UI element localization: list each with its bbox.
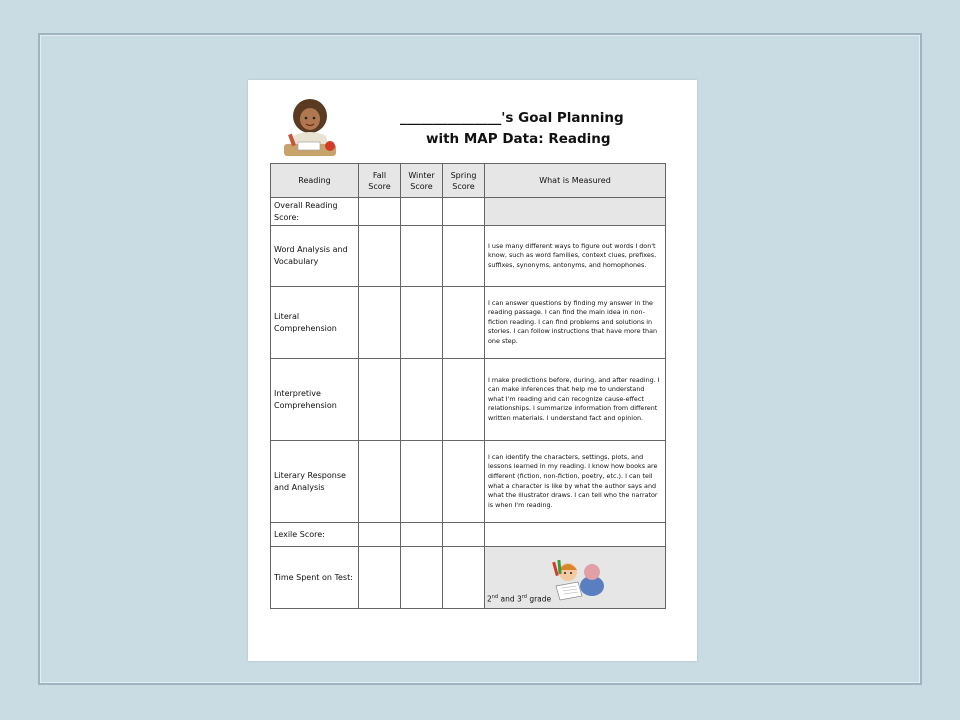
row-label-literary: Literary Response and Analysis (271, 441, 359, 523)
table-row (271, 287, 666, 359)
measured-cell (485, 523, 666, 547)
table-row (271, 359, 666, 441)
spring-score-cell (443, 547, 485, 609)
row-label-literal: Literal Comprehension (271, 287, 359, 359)
row-label-time: Time Spent on Test: (271, 547, 359, 609)
winter-score-cell (401, 226, 443, 287)
reading-kid-clipart-icon (548, 556, 608, 604)
spring-score-cell (443, 359, 485, 441)
fall-score-cell (359, 547, 401, 609)
row-label-word-analysis: Word Analysis and Vocabulary (271, 226, 359, 287)
col-header-winter: Winter Score (401, 164, 443, 198)
winter-score-cell (401, 359, 443, 441)
row-label-lexile: Lexile Score: (271, 523, 359, 547)
grade-suffix-rd: rd (521, 594, 527, 600)
row-label-overall: Overall Reading Score: (271, 198, 359, 226)
col-header-measured: What is Measured (485, 164, 666, 198)
measured-cell: I use many different ways to figure out words I don't know, such as word families, context clues, prefixes, suffixes, synonyms, antonyms, and homophones. (485, 226, 666, 287)
grade-number-2: 2 (487, 594, 492, 604)
spring-score-cell (443, 441, 485, 523)
grade-suffix-nd: nd (491, 594, 499, 600)
table-row (271, 226, 666, 287)
measured-cell: I make predictions before, during, and after reading. I can make inferences that help me to understand what I'm reading and can recognize cause-effect relationships. I summarize information from different written materials. I understand fact and opinion. (485, 359, 666, 441)
spring-score-cell (443, 226, 485, 287)
grade-label (487, 594, 551, 604)
col-header-spring: Spring Score (443, 164, 485, 198)
measured-cell (485, 198, 666, 226)
girl-clipart-icon (280, 92, 340, 158)
table-row (271, 523, 666, 547)
measured-cell: I can identify the characters, settings, plots, and lessons learned in my reading. I know how books are different (fiction, non-fiction, poetry, etc.). I can tell what a character is like by what the author says and what the illustrator draws. I can tell who the narrator is when I'm reading. (485, 441, 666, 523)
fall-score-cell (359, 226, 401, 287)
fall-score-cell (359, 359, 401, 441)
goal-planning-table (270, 163, 666, 609)
grade-and-3: and 3 (498, 594, 522, 604)
winter-score-cell (401, 287, 443, 359)
col-header-reading: Reading (271, 164, 359, 198)
page-title (400, 108, 690, 150)
winter-score-cell (401, 547, 443, 609)
spring-score-cell (443, 287, 485, 359)
fall-score-cell (359, 523, 401, 547)
winter-score-cell (401, 523, 443, 547)
grade-word: grade (526, 594, 552, 604)
table-row (271, 441, 666, 523)
spring-score-cell (443, 198, 485, 226)
title-line-1: _______________'s Goal Planning (400, 110, 624, 126)
spring-score-cell (443, 523, 485, 547)
measured-cell: I can answer questions by finding my answer in the reading passage. I can find the main idea in non-fiction reading. I can find problems and solutions in stories. I can follow instructions that have more than one step. (485, 287, 666, 359)
title-line-2: with MAP Data: Reading (426, 131, 611, 147)
winter-score-cell (401, 198, 443, 226)
fall-score-cell (359, 198, 401, 226)
col-header-fall: Fall Score (359, 164, 401, 198)
winter-score-cell (401, 441, 443, 523)
fall-score-cell (359, 287, 401, 359)
table-row (271, 198, 666, 226)
row-label-interpretive: Interpretive Comprehension (271, 359, 359, 441)
fall-score-cell (359, 441, 401, 523)
